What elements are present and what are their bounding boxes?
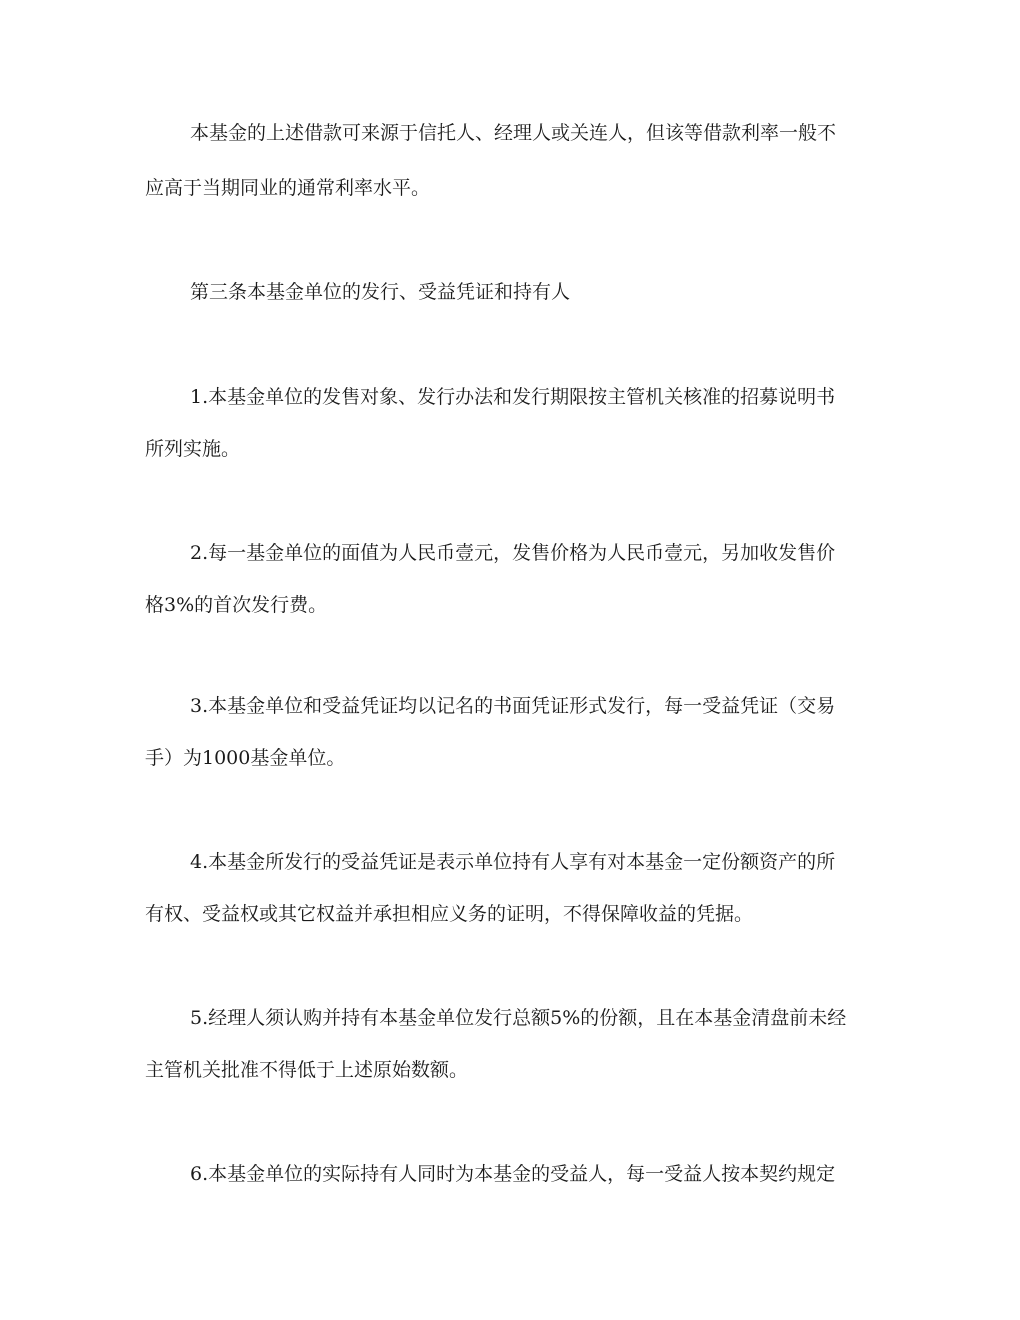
paragraph-line: 本基金的上述借款可来源于信托人、经理人或关连人，但该等借款利率一般不 bbox=[190, 122, 837, 144]
list-item-line: 3.本基金单位和受益凭证均以记名的书面凭证形式发行，每一受益凭证（交易 bbox=[190, 695, 836, 717]
article-heading: 第三条本基金单位的发行、受益凭证和持有人 bbox=[190, 281, 571, 303]
list-item-line: 格3%的首次发行费。 bbox=[145, 594, 328, 616]
list-item-line: 1.本基金单位的发售对象、发行办法和发行期限按主管机关核准的招募说明书 bbox=[190, 386, 836, 408]
list-item-line: 5.经理人须认购并持有本基金单位发行总额5%的份额，且在本基金清盘前未经 bbox=[190, 1007, 847, 1029]
list-item-line: 主管机关批准不得低于上述原始数额。 bbox=[145, 1059, 469, 1081]
list-item-line: 有权、受益权或其它权益并承担相应义务的证明，不得保障收益的凭据。 bbox=[145, 903, 754, 925]
paragraph-line: 应高于当期同业的通常利率水平。 bbox=[145, 177, 431, 199]
list-item-line: 所列实施。 bbox=[145, 438, 241, 460]
list-item-line: 2.每一基金单位的面值为人民币壹元，发售价格为人民币壹元，另加收发售价 bbox=[190, 542, 836, 564]
list-item-line: 手）为1000基金单位。 bbox=[145, 747, 346, 769]
list-item-line: 6.本基金单位的实际持有人同时为本基金的受益人，每一受益人按本契约规定 bbox=[190, 1163, 836, 1185]
list-item-line: 4.本基金所发行的受益凭证是表示单位持有人享有对本基金一定份额资产的所 bbox=[190, 851, 836, 873]
